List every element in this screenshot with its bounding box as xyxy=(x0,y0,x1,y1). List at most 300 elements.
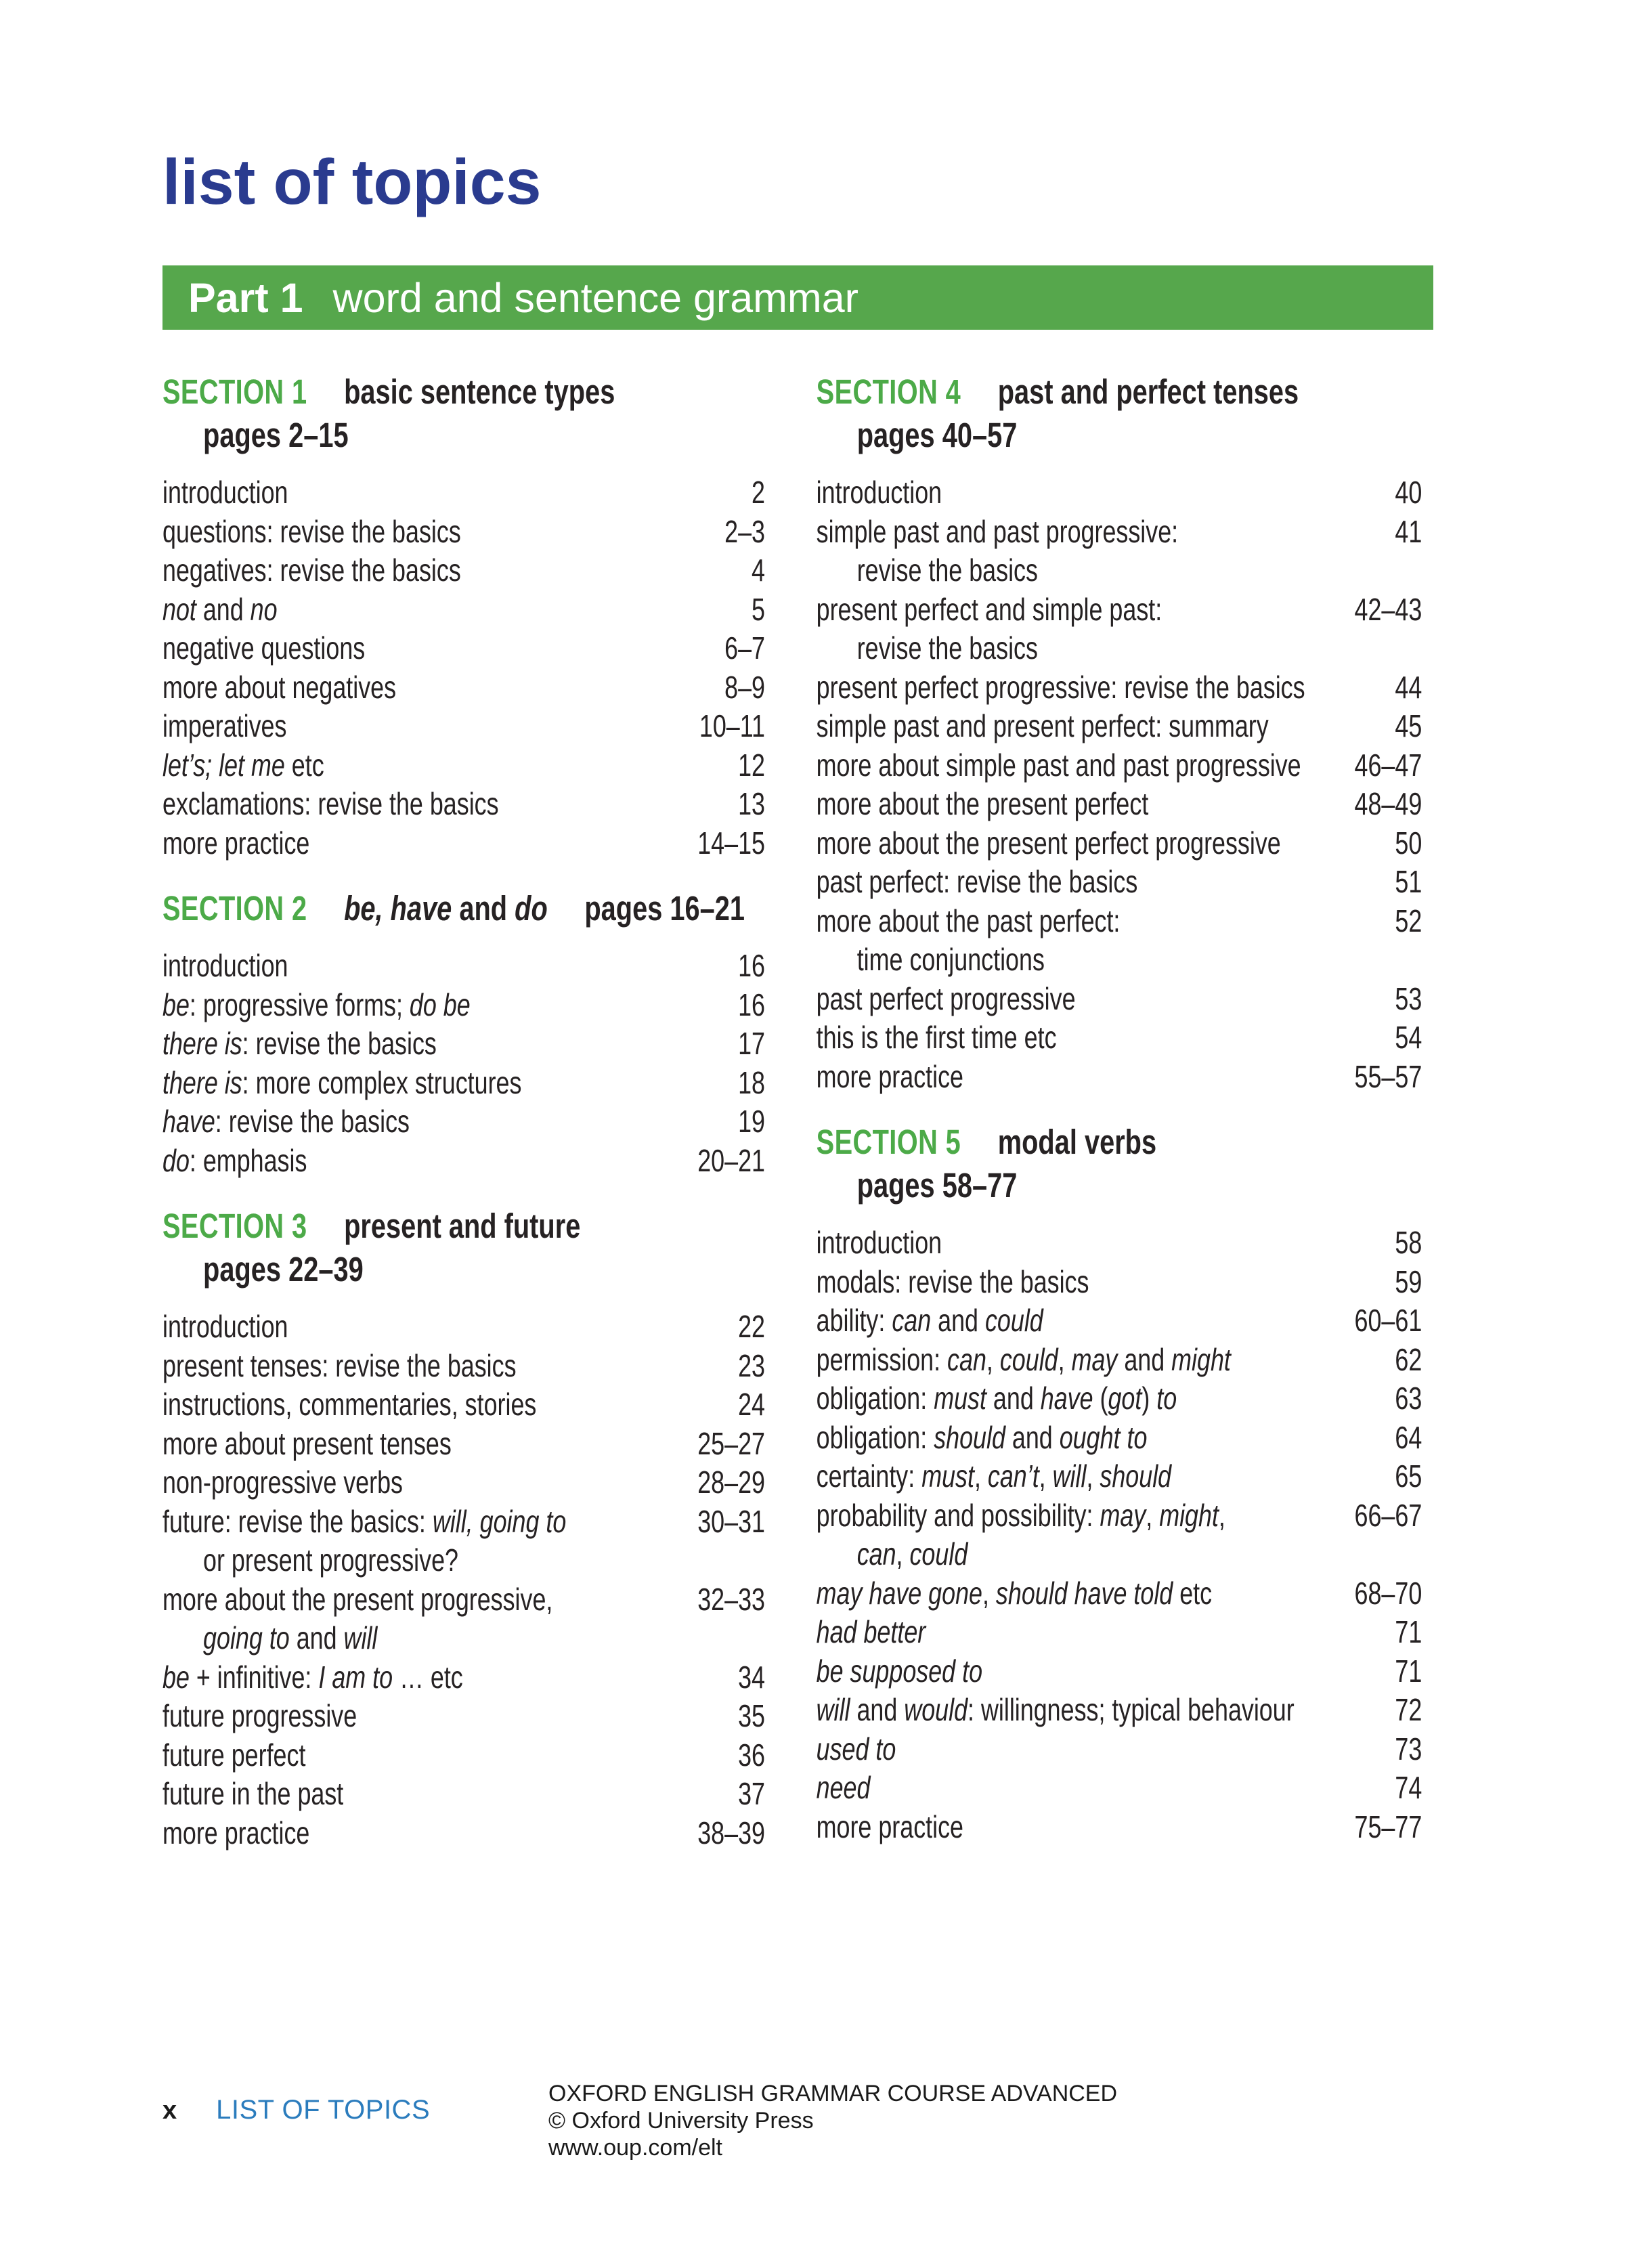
toc-entry-pages: 28–29 xyxy=(697,1465,765,1500)
italic-term: could xyxy=(999,1341,1058,1377)
text-run: obligation: xyxy=(816,1381,934,1416)
toc-entry xyxy=(162,1658,765,1697)
toc-entry-label xyxy=(817,980,1076,1019)
toc-entry-pages: 32–33 xyxy=(697,1581,765,1617)
toc-entry-label xyxy=(162,1425,452,1464)
italic-term: will, going to xyxy=(432,1503,567,1539)
section-heading xyxy=(817,1121,1422,1164)
toc-entry-pages: 16 xyxy=(738,987,765,1022)
text-run: and xyxy=(850,1692,905,1727)
italic-term: not xyxy=(162,591,196,627)
text-run: and xyxy=(196,591,251,627)
folio-page-number: x xyxy=(162,2096,177,2125)
toc-entry-label xyxy=(817,1379,1177,1419)
italic-term: could xyxy=(909,1536,968,1572)
toc-entry xyxy=(817,473,1422,513)
toc-entry-label xyxy=(162,986,471,1025)
toc-entry xyxy=(162,590,765,630)
toc-entry-label xyxy=(162,1024,437,1064)
text-run: more practice xyxy=(162,825,310,861)
text-run: basic sentence types xyxy=(344,372,615,411)
toc-entry-pages: 71 xyxy=(1395,1653,1422,1689)
toc-entry-pages: 12 xyxy=(738,747,765,783)
imprint-line: © Oxford University Press xyxy=(548,2108,814,2134)
toc-entry-pages: 58 xyxy=(1395,1225,1422,1260)
text-run: this is the first time etc xyxy=(816,1020,1057,1055)
toc-column-right xyxy=(817,370,1422,1853)
toc-entry xyxy=(817,668,1422,708)
text-run: negatives: revise the basics xyxy=(162,553,461,588)
text-run: , xyxy=(1058,1341,1072,1377)
italic-term: no xyxy=(250,591,278,627)
toc-entry xyxy=(162,1814,765,1853)
toc-entry-pages: 62 xyxy=(1395,1341,1422,1377)
toc-entries xyxy=(162,947,765,1180)
text-run: past and perfect tenses xyxy=(997,372,1299,411)
text-run: : willingness; typical behaviour xyxy=(968,1692,1295,1727)
toc-entry xyxy=(817,863,1422,902)
toc-entry-label xyxy=(162,1064,521,1103)
text-run: introduction xyxy=(162,948,288,983)
toc-entry xyxy=(817,1808,1422,1847)
toc-entry-label xyxy=(817,1808,963,1847)
toc-entry-label xyxy=(162,707,286,746)
text-run: : revise the basics xyxy=(215,1104,410,1139)
text-run: and xyxy=(1117,1341,1172,1377)
italic-term: will xyxy=(343,1620,378,1655)
toc-entry-pages: 37 xyxy=(738,1776,765,1811)
text-run: instructions, commentaries, stories xyxy=(162,1387,537,1422)
toc-entry xyxy=(162,1736,765,1775)
toc-entry-label xyxy=(162,1736,305,1775)
page-footer xyxy=(162,2080,1433,2161)
section-pages: pages 58–77 xyxy=(856,1166,1018,1205)
toc-entry xyxy=(162,1307,765,1347)
toc-entry xyxy=(817,1691,1422,1730)
toc-entry xyxy=(162,1024,765,1064)
italic-term: should xyxy=(934,1419,1005,1455)
text-run: more practice xyxy=(162,1815,310,1850)
text-run: + infinitive: xyxy=(189,1659,319,1695)
toc-entry-pages: 73 xyxy=(1395,1731,1422,1767)
text-run: more about the past perfect: xyxy=(816,903,1121,938)
text-run: : emphasis xyxy=(189,1142,307,1178)
toc-entry-label xyxy=(817,1341,1231,1380)
text-run: certainty: xyxy=(816,1458,922,1494)
toc-entry-pages: 5 xyxy=(752,591,765,627)
toc-entry xyxy=(162,629,765,668)
toc-entry xyxy=(817,1341,1422,1380)
toc-entry-pages: 36 xyxy=(738,1737,765,1773)
italic-term: may xyxy=(1100,1497,1146,1533)
toc-entry-pages: 44 xyxy=(1395,669,1422,705)
text-run: more about present tenses xyxy=(162,1425,452,1461)
toc-entry-pages: 52 xyxy=(1395,903,1422,938)
text-run: negative questions xyxy=(162,630,366,666)
italic-term: used to xyxy=(816,1731,896,1767)
toc-entry-pages: 30–31 xyxy=(697,1503,765,1539)
text-run: : revise the basics xyxy=(242,1026,437,1061)
section-title xyxy=(998,1123,1156,1161)
toc-entry-pages: 53 xyxy=(1395,980,1422,1016)
toc-entry xyxy=(162,668,765,708)
toc-entry-pages: 60–61 xyxy=(1354,1303,1422,1338)
toc-entries xyxy=(817,473,1422,1096)
toc-entry-pages: 4 xyxy=(752,553,765,588)
section-pages: pages 16–21 xyxy=(584,889,745,928)
text-run: modals: revise the basics xyxy=(816,1263,1089,1299)
page-content xyxy=(162,0,1422,1853)
text-run: introduction xyxy=(162,1309,288,1344)
toc-entry xyxy=(817,980,1422,1019)
toc-column-left xyxy=(162,370,765,1853)
toc-entry-label xyxy=(817,1301,1043,1341)
toc-entry-label xyxy=(817,1691,1295,1730)
toc-entry-label xyxy=(162,513,461,552)
toc-entry xyxy=(162,1697,765,1736)
toc-entry xyxy=(817,590,1422,668)
text-run: and xyxy=(452,889,515,928)
toc-entry-label xyxy=(162,1658,463,1697)
text-run: permission: xyxy=(816,1341,948,1377)
text-run: imperatives xyxy=(162,708,287,743)
toc-entry xyxy=(817,1574,1422,1614)
toc-entry-label xyxy=(162,1385,536,1425)
italic-term: may have gone xyxy=(816,1575,982,1611)
text-run: future perfect xyxy=(162,1737,306,1773)
toc-entry xyxy=(162,1385,765,1425)
toc-entry xyxy=(817,1263,1422,1302)
toc-entry xyxy=(817,1379,1422,1419)
text-run: obligation: xyxy=(816,1419,934,1455)
toc-entry-label xyxy=(817,824,1281,863)
toc-entry-label xyxy=(817,785,1149,824)
toc-entry-label xyxy=(162,1814,309,1853)
text-run: simple past and past progressive: xyxy=(816,513,1179,549)
toc-entry xyxy=(162,1775,765,1814)
toc-entry xyxy=(817,1419,1422,1458)
toc-entry-label xyxy=(162,947,288,986)
text-run: more practice xyxy=(816,1809,963,1844)
italic-term: may xyxy=(1071,1341,1118,1377)
text-run: , xyxy=(982,1575,996,1611)
toc-entry-label xyxy=(162,1502,566,1580)
text-run: non-progressive verbs xyxy=(162,1465,403,1500)
section-pages: pages 2–15 xyxy=(203,416,349,454)
text-run: etc xyxy=(284,747,324,783)
text-run: introduction xyxy=(816,475,942,510)
imprint-line: OXFORD ENGLISH GRAMMAR COURSE ADVANCED xyxy=(548,2081,1118,2106)
text-run: , xyxy=(1218,1497,1225,1533)
toc-entry-pages: 17 xyxy=(738,1026,765,1061)
toc-entry-pages: 74 xyxy=(1395,1770,1422,1805)
toc-entry-wrap-line xyxy=(817,629,1162,668)
toc-entry-label xyxy=(162,824,309,863)
part-banner-label: Part 1 xyxy=(188,274,303,321)
toc-entry xyxy=(817,1457,1422,1496)
section-heading xyxy=(162,1205,765,1248)
toc-entry-pages: 24 xyxy=(738,1387,765,1422)
toc-entry xyxy=(817,1769,1422,1808)
footer-section-label: LIST OF TOPICS xyxy=(216,2095,431,2125)
toc-entry-label xyxy=(817,1613,926,1652)
toc-entry-label xyxy=(817,1457,1171,1496)
toc-entry xyxy=(162,1102,765,1142)
toc-entry xyxy=(162,1142,765,1181)
text-run: questions: revise the basics xyxy=(162,513,461,549)
toc-entry-label xyxy=(817,746,1301,785)
toc-entry-label xyxy=(817,1574,1212,1614)
toc-entry-label xyxy=(817,1496,1225,1574)
toc-entry-pages: 75–77 xyxy=(1354,1809,1422,1844)
text-run: exclamations: revise the basics xyxy=(162,786,499,821)
toc-entry-label xyxy=(162,1142,307,1181)
text-run: more about simple past and past progressive xyxy=(816,747,1301,783)
text-run: … etc xyxy=(393,1659,463,1695)
section-label: SECTION 3 xyxy=(162,1207,307,1245)
imprint-line: www.oup.com/elt xyxy=(548,2135,722,2161)
toc-entry xyxy=(817,1058,1422,1097)
toc-entry xyxy=(162,824,765,863)
toc-entry-pages: 19 xyxy=(738,1104,765,1139)
toc-entry xyxy=(162,1064,765,1103)
text-run: and xyxy=(986,1381,1041,1416)
italic-term: be xyxy=(162,1659,190,1695)
toc-entry-pages: 51 xyxy=(1395,864,1422,899)
toc-entry xyxy=(162,473,765,513)
toc-section xyxy=(162,1205,765,1853)
toc-entry-label xyxy=(817,590,1162,668)
italic-term: do xyxy=(515,889,548,928)
toc-entries xyxy=(162,473,765,863)
toc-entry-pages: 2 xyxy=(752,475,765,510)
text-run: etc xyxy=(1173,1575,1213,1611)
toc-entry-label xyxy=(817,1263,1089,1302)
toc-entry-pages: 35 xyxy=(738,1698,765,1733)
text-run: and xyxy=(289,1620,344,1655)
imprint xyxy=(548,2080,1117,2161)
section-heading xyxy=(162,887,765,930)
toc-entry-pages: 16 xyxy=(738,948,765,983)
italic-term: there is xyxy=(162,1026,242,1061)
section-title xyxy=(998,372,1299,411)
toc-entry-label xyxy=(817,902,1121,980)
toc-entry xyxy=(817,1301,1422,1341)
toc-entry-label xyxy=(817,1224,942,1263)
toc-entry-pages: 20–21 xyxy=(697,1142,765,1178)
section-heading xyxy=(162,370,765,414)
italic-term: had better xyxy=(816,1614,926,1649)
toc-entry xyxy=(817,1224,1422,1263)
toc-entry xyxy=(162,785,765,824)
text-run: past perfect progressive xyxy=(816,980,1076,1016)
toc-entry xyxy=(162,551,765,590)
text-run: present tenses: revise the basics xyxy=(162,1347,517,1383)
italic-term: be supposed to xyxy=(816,1653,983,1689)
toc-entries xyxy=(162,1307,765,1853)
italic-term: need xyxy=(816,1770,871,1805)
toc-entry-pages: 46–47 xyxy=(1354,747,1422,783)
text-run: ability: xyxy=(816,1303,892,1338)
italic-term: ought to xyxy=(1059,1419,1148,1455)
section-title xyxy=(344,889,548,928)
italic-term: must xyxy=(921,1458,974,1494)
text-run: present perfect and simple past: xyxy=(816,591,1162,627)
toc-entry-pages: 10–11 xyxy=(699,708,765,743)
toc-entry-pages: 68–70 xyxy=(1354,1575,1422,1611)
section-label: SECTION 5 xyxy=(816,1123,961,1161)
italic-term: do be xyxy=(409,987,471,1022)
text-run: future: revise the basics: xyxy=(162,1503,433,1539)
toc-entry xyxy=(162,746,765,785)
toc-entry-wrap-line xyxy=(162,1619,552,1658)
toc-entry-pages: 41 xyxy=(1395,513,1422,549)
text-run: modal verbs xyxy=(997,1123,1157,1161)
text-run: , xyxy=(986,1341,1000,1377)
text-run: revise the basics xyxy=(856,630,1038,666)
toc-entry-pages: 38–39 xyxy=(697,1815,765,1850)
text-run: more about the present perfect progressive xyxy=(816,825,1281,861)
text-run: , xyxy=(1039,1458,1053,1494)
italic-term: can xyxy=(856,1536,896,1572)
section-title xyxy=(344,372,615,411)
toc-entry-pages: 59 xyxy=(1395,1263,1422,1299)
toc-entry xyxy=(817,1730,1422,1769)
toc-entry xyxy=(162,707,765,746)
text-run: more practice xyxy=(816,1058,963,1094)
table-of-contents xyxy=(162,370,1422,1853)
toc-entry xyxy=(162,1347,765,1386)
toc-entry-pages: 2–3 xyxy=(724,513,765,549)
text-run: , xyxy=(1086,1458,1100,1494)
toc-entry xyxy=(817,1652,1422,1691)
text-run: future progressive xyxy=(162,1698,357,1733)
section-pages: pages 22–39 xyxy=(203,1250,364,1289)
toc-entry-pages: 6–7 xyxy=(724,630,765,666)
toc-section xyxy=(162,887,765,1180)
toc-entry-pages: 50 xyxy=(1395,825,1422,861)
toc-entry-pages: 72 xyxy=(1395,1692,1422,1727)
toc-entry-label xyxy=(162,1347,517,1386)
italic-term: must xyxy=(934,1381,986,1416)
toc-entry xyxy=(817,1613,1422,1652)
text-run: or present progressive? xyxy=(203,1542,458,1578)
italic-term: will xyxy=(1052,1458,1087,1494)
toc-entry xyxy=(162,1425,765,1464)
toc-entry-label xyxy=(162,1463,403,1502)
toc-entry-label xyxy=(162,1102,410,1142)
italic-term: going to xyxy=(203,1620,290,1655)
toc-entry xyxy=(817,707,1422,746)
section-label: SECTION 4 xyxy=(816,372,961,411)
toc-entry-pages: 55–57 xyxy=(1354,1058,1422,1094)
italic-term: have xyxy=(1040,1381,1093,1416)
italic-term: can xyxy=(947,1341,986,1377)
toc-entry-pages: 8–9 xyxy=(724,669,765,705)
toc-entry xyxy=(817,902,1422,980)
italic-term: can’t xyxy=(987,1458,1039,1494)
toc-entry-label xyxy=(817,473,942,513)
text-run: , xyxy=(896,1536,910,1572)
toc-columns xyxy=(162,370,1422,1853)
text-run: ) xyxy=(1142,1381,1157,1416)
toc-entry-label xyxy=(162,629,365,668)
italic-term: there is xyxy=(162,1064,242,1100)
toc-entry-pages: 34 xyxy=(738,1659,765,1695)
footer-left xyxy=(162,2080,548,2125)
text-run: present and future xyxy=(344,1207,581,1245)
toc-entry-label xyxy=(162,551,461,590)
toc-entry-pages: 48–49 xyxy=(1354,786,1422,821)
toc-section xyxy=(162,370,765,863)
italic-term: do xyxy=(162,1142,190,1178)
toc-entry xyxy=(817,1496,1422,1574)
toc-entry-label xyxy=(162,668,396,708)
part-banner-title: word and sentence grammar xyxy=(332,274,858,321)
italic-term: got xyxy=(1108,1381,1142,1416)
toc-entry-pages: 25–27 xyxy=(697,1425,765,1461)
text-run: present perfect progressive: revise the basics xyxy=(816,669,1305,705)
toc-section xyxy=(817,370,1422,1096)
italic-term: should xyxy=(1100,1458,1172,1494)
toc-entry xyxy=(817,824,1422,863)
text-run: : more complex structures xyxy=(242,1064,522,1100)
toc-entry-pages: 64 xyxy=(1395,1419,1422,1455)
italic-term: can xyxy=(892,1303,932,1338)
toc-entry-wrap-line xyxy=(817,940,1121,980)
toc-entry-label xyxy=(162,1697,357,1736)
toc-entry xyxy=(817,746,1422,785)
toc-entries xyxy=(817,1224,1422,1846)
toc-entry-label xyxy=(817,1018,1057,1058)
toc-entry xyxy=(817,785,1422,824)
toc-entry-label xyxy=(162,746,324,785)
toc-entry-label xyxy=(817,1652,982,1691)
toc-entry-pages: 71 xyxy=(1395,1614,1422,1649)
toc-entry-label xyxy=(162,1307,288,1347)
toc-entry-pages: 23 xyxy=(738,1347,765,1383)
italic-term: to xyxy=(1156,1381,1177,1416)
italic-term: might xyxy=(1159,1497,1219,1533)
toc-entry-label xyxy=(162,473,288,513)
text-run: ( xyxy=(1093,1381,1108,1416)
part-banner xyxy=(162,265,1433,330)
page-title: list of topics xyxy=(162,146,542,218)
italic-term: should have told xyxy=(995,1575,1173,1611)
toc-entry-pages: 22 xyxy=(738,1309,765,1344)
text-run: revise the basics xyxy=(856,553,1038,588)
section-heading xyxy=(817,370,1422,414)
toc-section xyxy=(817,1121,1422,1846)
toc-entry-label xyxy=(162,785,499,824)
toc-entry xyxy=(162,947,765,986)
text-run: more about the present progressive, xyxy=(162,1581,553,1617)
text-run: more about negatives xyxy=(162,669,397,705)
toc-entry xyxy=(162,1502,765,1580)
italic-term: let’s; let me xyxy=(162,747,285,783)
toc-entry-wrap-line xyxy=(162,1541,566,1580)
toc-entry xyxy=(162,986,765,1025)
toc-entry-label xyxy=(817,863,1138,902)
toc-entry xyxy=(817,513,1422,590)
text-run: and xyxy=(931,1303,985,1338)
toc-entry-wrap-line xyxy=(817,551,1178,590)
section-label: SECTION 2 xyxy=(162,889,307,928)
text-run: : progressive forms; xyxy=(189,987,410,1022)
toc-entry-label xyxy=(162,590,278,630)
text-run: and xyxy=(1005,1419,1060,1455)
italic-term: be xyxy=(162,987,190,1022)
